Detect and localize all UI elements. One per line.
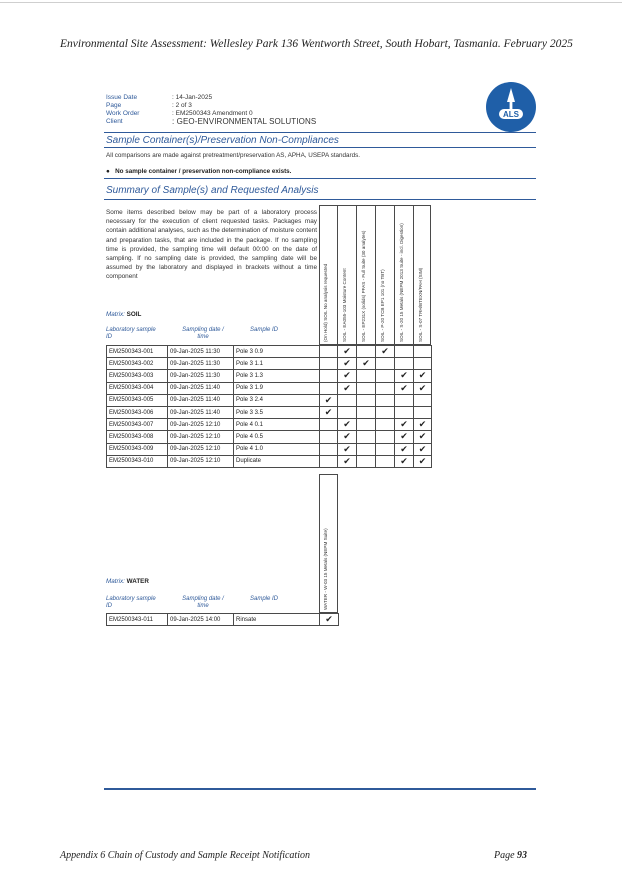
empty-cell: [357, 431, 376, 443]
soil-col-sample-id: Sample ID: [249, 327, 278, 333]
sample-id: Pole 3 1.3: [234, 370, 320, 382]
standards-note: All comparisons are made against pretreatment/preservation AS, APHA, USEPA standards.: [106, 152, 360, 159]
empty-cell: [395, 346, 414, 358]
check-mark-icon: ✔: [320, 394, 338, 406]
table-row: [107, 614, 339, 626]
lab-sample-id: EM2500343-003: [107, 370, 168, 382]
soil-analysis-label: SOIL - EP231X (solids) PFAS - Full Suite (30 analytes): [361, 230, 366, 342]
work-order-value: : EM2500343 Amendment 0: [172, 110, 253, 117]
sample-id: Duplicate: [234, 455, 320, 467]
check-mark-icon: ✔: [414, 455, 432, 467]
sampling-date: 09-Jan-2025 14:00: [168, 614, 234, 626]
footer-page-number: Page 93: [494, 850, 528, 861]
section1-bottom-rule: [104, 178, 536, 179]
empty-cell: [414, 358, 432, 370]
empty-cell: [320, 443, 338, 455]
check-mark-icon: ✔: [338, 346, 357, 358]
sampling-date: 09-Jan-2025 11:40: [168, 406, 234, 418]
soil-col-lab-id: Laboratory sample ID: [106, 327, 156, 340]
water-col-sample-id: Sample ID: [249, 596, 278, 602]
table-row: [107, 346, 432, 358]
check-mark-icon: ✔: [395, 443, 414, 455]
soil-col-date: Sampling date / time: [182, 327, 224, 340]
logo-text: ALS: [503, 110, 519, 119]
footer-appendix-label: Appendix 6 Chain of Custody and Sample Receipt Notification: [60, 850, 310, 861]
issue-date-label: Issue Date: [106, 94, 138, 101]
empty-cell: [414, 394, 432, 406]
sample-id: Pole 3 3.5: [234, 406, 320, 418]
empty-cell: [320, 370, 338, 382]
sampling-date: 09-Jan-2025 11:30: [168, 358, 234, 370]
sample-id: Rinsate: [234, 614, 320, 626]
empty-cell: [376, 431, 395, 443]
sample-id: Pole 3 1.9: [234, 382, 320, 394]
noncompliance-text: No sample container / preservation non-compliance exists.: [115, 168, 292, 175]
lab-sample-id: EM2500343-006: [107, 406, 168, 418]
empty-cell: [376, 443, 395, 455]
page-value: : 2 of 3: [172, 102, 192, 109]
lab-sample-id: EM2500343-008: [107, 431, 168, 443]
empty-cell: [320, 431, 338, 443]
soil-analysis-label: SOIL - P-20 TCB EP1 101 (no TBT): [380, 269, 385, 342]
soil-analysis-header: [319, 205, 431, 345]
empty-cell: [357, 370, 376, 382]
summary-paragraph: Some items described below may be part of a laboratory process necessary for the execution of client requested tasks. Packages may contain additional analyses, such as the determination of moisture content and preparation tasks, that are included in the package. If no sampling time is provided, the sampling time will default 00:00 on the date of sampling. If no sampling date is provided, the sampling date will be assumed by the laboratory and displayed in brackets without a time component: [106, 209, 317, 281]
page-label: Page: [106, 102, 122, 109]
empty-cell: [320, 455, 338, 467]
sample-id: Pole 3 2.4: [234, 394, 320, 406]
soil-analysis-label: (On Hold) SOIL No analysis requested: [323, 263, 328, 342]
section1-rule: [104, 147, 536, 148]
footer-rule: [104, 788, 536, 790]
check-mark-icon: ✔: [395, 455, 414, 467]
check-mark-icon: ✔: [414, 382, 432, 394]
report-title: Environmental Site Assessment: Wellesley Park 136 Wentworth Street, South Hobart, Tasmania. February 2025: [60, 38, 573, 50]
check-mark-icon: ✔: [338, 358, 357, 370]
header-rule: [104, 132, 536, 133]
empty-cell: [376, 455, 395, 467]
lab-sample-id: EM2500343-005: [107, 394, 168, 406]
check-mark-icon: ✔: [395, 419, 414, 431]
check-mark-icon: ✔: [338, 455, 357, 467]
empty-cell: [395, 394, 414, 406]
noncompliance-bullet: ● No sample container / preservation non-compliance exists.: [106, 168, 292, 175]
empty-cell: [357, 443, 376, 455]
water-col-lab-id: Laboratory sample ID: [106, 596, 156, 609]
table-row: [107, 455, 432, 467]
empty-cell: [395, 358, 414, 370]
soil-sample-table: [106, 345, 432, 468]
check-mark-icon: ✔: [414, 443, 432, 455]
sampling-date: 09-Jan-2025 12:10: [168, 455, 234, 467]
sampling-date: 09-Jan-2025 12:10: [168, 419, 234, 431]
empty-cell: [376, 419, 395, 431]
table-row: [107, 443, 432, 455]
check-mark-icon: ✔: [414, 419, 432, 431]
water-sample-table: [106, 613, 339, 626]
check-mark-icon: ✔: [338, 443, 357, 455]
section-noncompliance-title: Sample Container(s)/Preservation Non-Compliances: [106, 135, 339, 146]
empty-cell: [320, 346, 338, 358]
check-mark-icon: ✔: [395, 382, 414, 394]
section2-rule: [104, 199, 536, 200]
sample-id: Pole 4 1.0: [234, 443, 320, 455]
sampling-date: 09-Jan-2025 11:40: [168, 394, 234, 406]
sample-id: Pole 3 0.9: [234, 346, 320, 358]
empty-cell: [357, 346, 376, 358]
empty-cell: [320, 382, 338, 394]
lab-sample-id: EM2500343-007: [107, 419, 168, 431]
water-analysis-header: [319, 474, 338, 613]
als-logo: [486, 82, 536, 132]
soil-matrix-value: SOIL: [126, 311, 142, 318]
lab-sample-id: EM2500343-004: [107, 382, 168, 394]
check-mark-icon: ✔: [320, 614, 339, 626]
lab-sample-id: EM2500343-001: [107, 346, 168, 358]
empty-cell: [414, 346, 432, 358]
check-mark-icon: ✔: [338, 382, 357, 394]
table-row: [107, 406, 432, 418]
check-mark-icon: ✔: [414, 370, 432, 382]
water-analysis-label: WATER - W-03 15 Metals (NEPM Suite): [323, 528, 328, 610]
empty-cell: [357, 419, 376, 431]
lab-sample-id: EM2500343-009: [107, 443, 168, 455]
empty-cell: [338, 406, 357, 418]
empty-cell: [357, 382, 376, 394]
empty-cell: [338, 394, 357, 406]
empty-cell: [414, 406, 432, 418]
water-col-date: Sampling date / time: [182, 596, 224, 609]
client-value: : GEO-ENVIRONMENTAL SOLUTIONS: [172, 117, 317, 126]
empty-cell: [376, 406, 395, 418]
lab-sample-id: EM2500343-002: [107, 358, 168, 370]
section-summary-title: Summary of Sample(s) and Requested Analysis: [106, 185, 319, 196]
empty-cell: [357, 394, 376, 406]
sample-id: Pole 4 0.5: [234, 431, 320, 443]
empty-cell: [320, 358, 338, 370]
empty-cell: [357, 406, 376, 418]
client-label: Client: [106, 118, 123, 125]
soil-analysis-label: SOIL - EA055-103 Moisture Content: [342, 268, 347, 342]
soil-analysis-label: SOIL - S-20 15 Metals (NEPM 2013 Suite - incl. Digestion): [399, 223, 404, 342]
check-mark-icon: ✔: [338, 370, 357, 382]
empty-cell: [395, 406, 414, 418]
check-mark-icon: ✔: [395, 370, 414, 382]
page-top-line: [0, 2, 622, 3]
sampling-date: 09-Jan-2025 12:10: [168, 431, 234, 443]
empty-cell: [376, 394, 395, 406]
check-mark-icon: ✔: [338, 419, 357, 431]
empty-cell: [376, 358, 395, 370]
water-matrix-value: WATER: [126, 578, 149, 585]
check-mark-icon: ✔: [376, 346, 395, 358]
lab-sample-id: EM2500343-011: [107, 614, 168, 626]
check-mark-icon: ✔: [357, 358, 376, 370]
empty-cell: [376, 370, 395, 382]
check-mark-icon: ✔: [395, 431, 414, 443]
table-row: [107, 358, 432, 370]
water-matrix-label: Matrix: WATER: [106, 578, 149, 585]
table-row: [107, 419, 432, 431]
lab-sample-id: EM2500343-010: [107, 455, 168, 467]
empty-cell: [320, 419, 338, 431]
sample-id: Pole 3 1.1: [234, 358, 320, 370]
sampling-date: 09-Jan-2025 11:30: [168, 370, 234, 382]
table-row: [107, 382, 432, 394]
table-row: [107, 431, 432, 443]
sampling-date: 09-Jan-2025 11:40: [168, 382, 234, 394]
sampling-date: 09-Jan-2025 11:30: [168, 346, 234, 358]
soil-analysis-label: SOIL - S-07 TRH/BTEXN/PAH (SIM): [418, 267, 423, 342]
issue-date-value: : 14-Jan-2025: [172, 94, 213, 101]
soil-matrix-label: Matrix: SOIL: [106, 311, 142, 318]
check-mark-icon: ✔: [414, 431, 432, 443]
empty-cell: [357, 455, 376, 467]
work-order-label: Work Order: [106, 110, 140, 117]
table-row: [107, 370, 432, 382]
sampling-date: 09-Jan-2025 12:10: [168, 443, 234, 455]
table-row: [107, 394, 432, 406]
sample-id: Pole 4 0.1: [234, 419, 320, 431]
check-mark-icon: ✔: [320, 406, 338, 418]
empty-cell: [376, 382, 395, 394]
check-mark-icon: ✔: [338, 431, 357, 443]
